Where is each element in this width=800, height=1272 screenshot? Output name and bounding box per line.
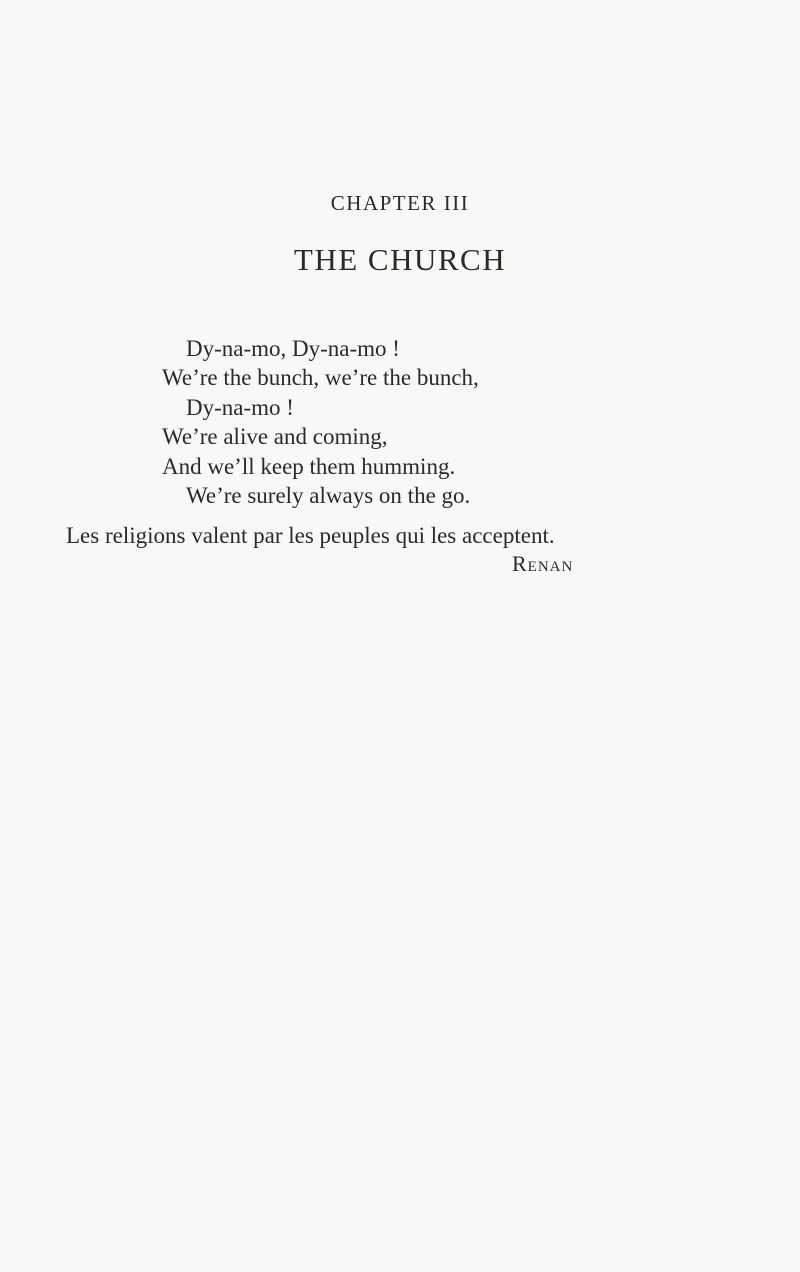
epigraph-quote: Les religions valent par les peuples qui les acceptent. bbox=[66, 523, 555, 548]
verse-line: Dy-na-mo ! bbox=[186, 394, 294, 420]
epigraph-author: Renan bbox=[512, 551, 574, 576]
verse-line: We’re alive and coming, bbox=[162, 424, 388, 450]
verse-line: And we’ll keep them humming. bbox=[162, 453, 456, 479]
chapter-title: THE CHURCH bbox=[293, 242, 507, 277]
verse-line: Dy-na-mo, Dy-na-mo ! bbox=[186, 336, 400, 361]
verse-line: We’re the bunch, we’re the bunch, bbox=[162, 365, 479, 391]
chapter-label: CHAPTER III bbox=[330, 191, 470, 215]
verse-line: We’re surely always on the go. bbox=[186, 483, 471, 508]
